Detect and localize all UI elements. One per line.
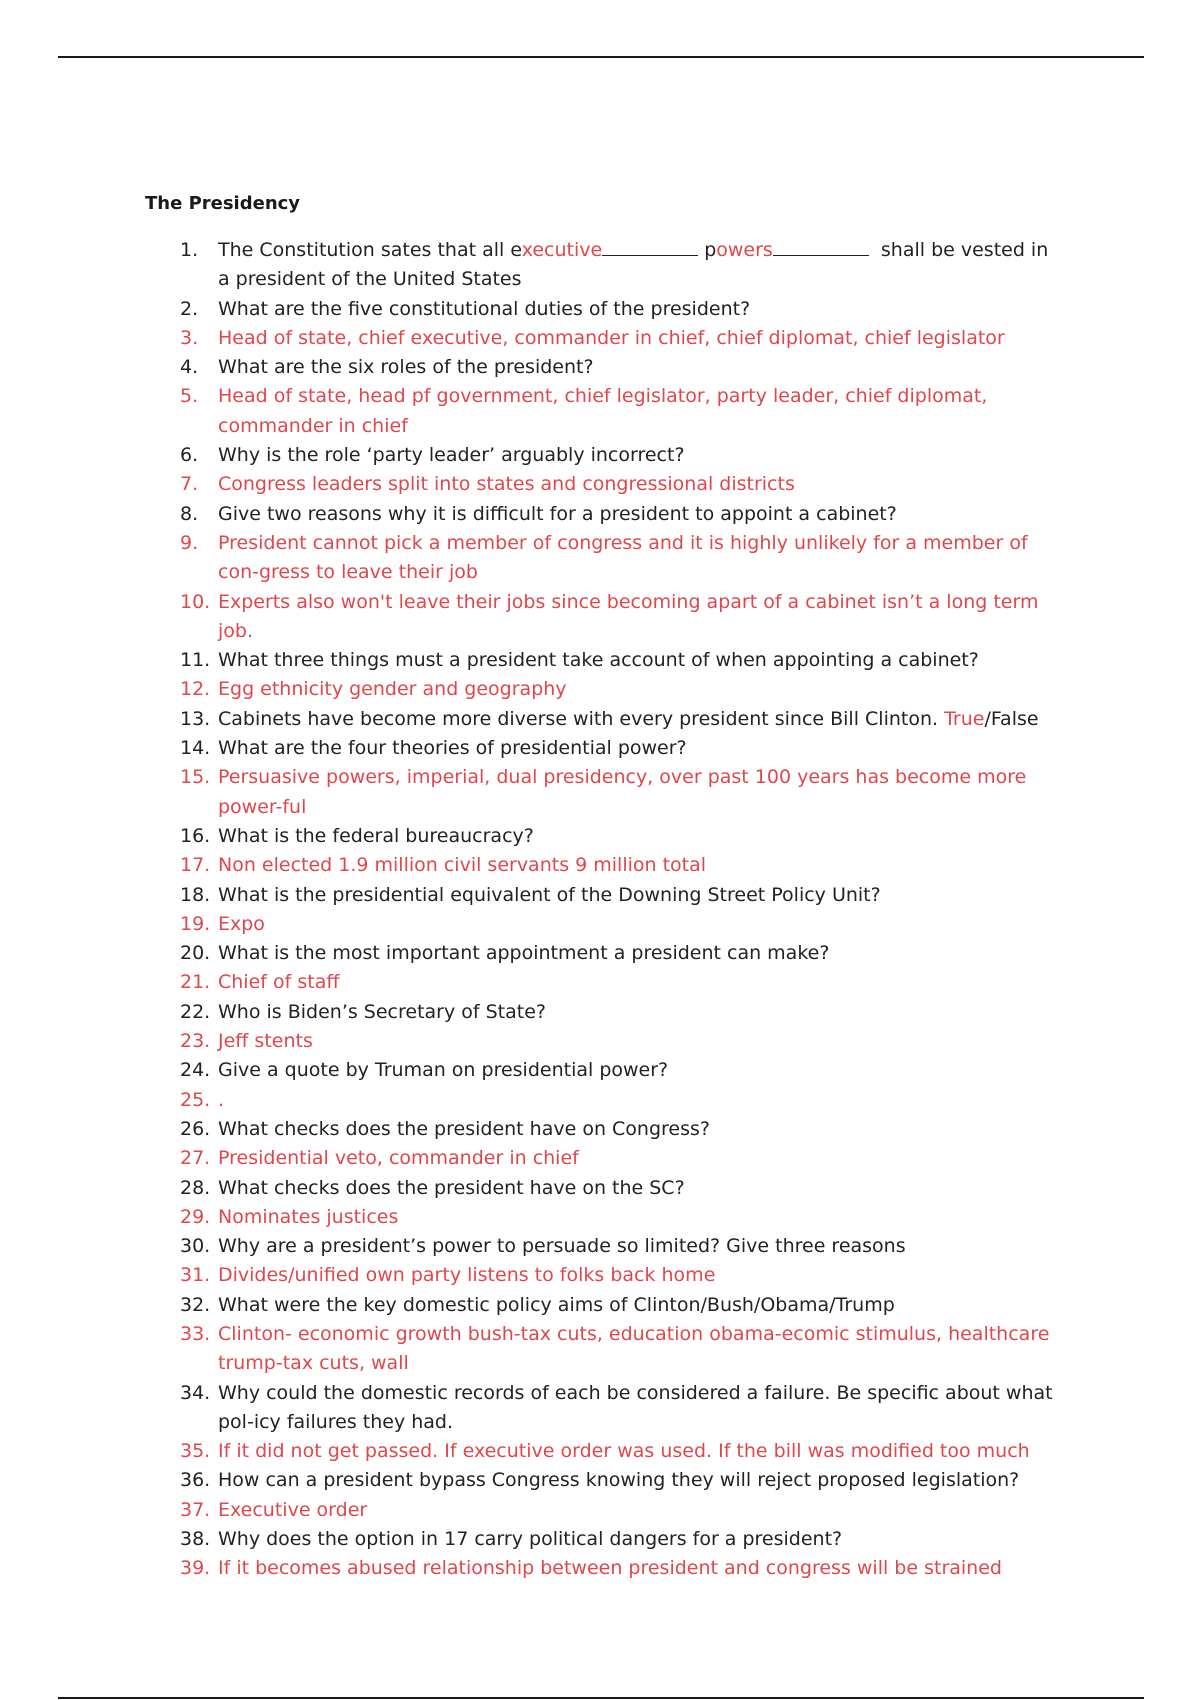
item-number: 4. xyxy=(180,356,199,379)
list-item xyxy=(180,1232,1060,1261)
answer-text: Experts also won't leave their jobs since becoming apart of a cabinet isn’t a long term job. xyxy=(218,590,1039,642)
list-item xyxy=(180,910,1060,939)
list-item xyxy=(180,1261,1060,1290)
list-item xyxy=(180,1466,1060,1495)
item-number: 35. xyxy=(180,1440,211,1463)
list-item xyxy=(180,236,1060,295)
question-text: What checks does the president have on the SC? xyxy=(218,1176,685,1199)
question-text: Why is the role ‘party leader’ arguably incorrect? xyxy=(218,444,685,467)
item-number: 10. xyxy=(180,590,211,613)
item-text: p xyxy=(704,239,717,261)
item-number: 20. xyxy=(180,942,211,965)
answer-text: Divides/unified own party listens to folks back home xyxy=(218,1264,716,1287)
item-number: 33. xyxy=(180,1322,211,1345)
item-number: 25. xyxy=(180,1088,211,1111)
item-number: 39. xyxy=(180,1557,211,1580)
question-text: What are the six roles of the president? xyxy=(218,356,594,379)
answer-text: President cannot pick a member of congress and it is highly unlikely for a member of con-gress to leave their job xyxy=(218,531,1028,584)
question-text: How can a president bypass Congress knowing they will reject proposed legislation? xyxy=(218,1469,1020,1492)
item-number: 9. xyxy=(180,531,199,554)
item-number: 16. xyxy=(180,824,211,847)
answer-text: Congress leaders split into states and congressional districts xyxy=(218,473,795,496)
item-number: 5. xyxy=(180,385,199,408)
question-text: Give a quote by Truman on presidential power? xyxy=(218,1059,669,1082)
item-number: 19. xyxy=(180,912,211,935)
question-text: What are the four theories of presidential power? xyxy=(218,737,687,760)
answer-text: . xyxy=(218,1088,225,1111)
answer-text: xecutive xyxy=(521,239,603,261)
list-item xyxy=(180,734,1060,763)
list-item xyxy=(180,1437,1060,1466)
list-item xyxy=(180,851,1060,880)
item-number: 15. xyxy=(180,766,211,789)
question-text: What is the presidential equivalent of the Downing Street Policy Unit? xyxy=(218,883,881,906)
item-number: 13. xyxy=(180,707,211,730)
item-number: 27. xyxy=(180,1147,211,1170)
question-text: What is the most important appointment a president can make? xyxy=(218,942,830,965)
list-item xyxy=(180,675,1060,704)
question-text: Give two reasons why it is difficult for a president to appoint a cabinet? xyxy=(218,502,897,525)
list-item xyxy=(180,1056,1060,1085)
question-text: Why are a president’s power to persuade so limited? Give three reasons xyxy=(218,1235,906,1258)
item-number: 34. xyxy=(180,1381,211,1404)
list-item xyxy=(180,1144,1060,1173)
question-text: Cabinets have become more diverse with every president since Bill Clinton. xyxy=(218,707,939,730)
list-item xyxy=(180,1525,1060,1554)
answer-text: If it becomes abused relationship between president and congress will be strained xyxy=(218,1557,1002,1580)
list-item xyxy=(180,1496,1060,1525)
item-number: 8. xyxy=(180,502,199,525)
item-text: shall be vested in a president of the United States xyxy=(218,239,1049,291)
question-text: What three things must a president take account of when appointing a cabinet? xyxy=(218,649,979,672)
fill-blank xyxy=(602,237,698,256)
question-text: What is the federal bureaucracy? xyxy=(218,824,534,847)
item-number: 22. xyxy=(180,1000,211,1023)
list-item xyxy=(180,382,1060,441)
item-number: 12. xyxy=(180,678,211,701)
item-number: 6. xyxy=(180,444,199,467)
item-number: 7. xyxy=(180,473,199,496)
list-item xyxy=(180,881,1060,910)
list-item xyxy=(180,998,1060,1027)
list-item xyxy=(180,968,1060,997)
list-item xyxy=(180,1203,1060,1232)
item-number: 24. xyxy=(180,1059,211,1082)
answer-text: Expo xyxy=(218,912,265,935)
item-number: 3. xyxy=(180,326,199,349)
list-item xyxy=(180,1115,1060,1144)
list-item xyxy=(180,1379,1060,1438)
list-item xyxy=(180,646,1060,675)
answer-text: Chief of staff xyxy=(218,971,340,994)
answer-text: Persuasive powers, imperial, dual presidency, over past 100 years has become more power-ful xyxy=(218,766,1027,818)
document-title: The Presidency xyxy=(145,193,301,214)
item-number: 14. xyxy=(180,737,211,760)
answer-text: Head of state, head pf government, chief legislator, party leader, chief diplomat, commander in chief xyxy=(218,385,988,437)
item-text: The Constitution sates that all e xyxy=(218,239,522,261)
answer-text: Jeff stents xyxy=(218,1030,313,1053)
list-item xyxy=(180,1086,1060,1115)
list-item xyxy=(180,470,1060,499)
item-number: 2. xyxy=(180,297,199,320)
list-item xyxy=(180,295,1060,324)
list-item xyxy=(180,1554,1060,1583)
list-item xyxy=(180,1320,1060,1379)
item-number: 23. xyxy=(180,1030,211,1053)
item-number: 26. xyxy=(180,1117,211,1140)
answer-text: owers xyxy=(716,239,773,261)
question-text: Why does the option in 17 carry political dangers for a president? xyxy=(218,1528,843,1551)
list-item xyxy=(180,763,1060,822)
item-number: 32. xyxy=(180,1293,211,1316)
item-number: 21. xyxy=(180,971,211,994)
item-number: 17. xyxy=(180,854,211,877)
list-item xyxy=(180,822,1060,851)
question-text: Who is Biden’s Secretary of State? xyxy=(218,1000,546,1023)
list-item xyxy=(180,588,1060,647)
list-item xyxy=(180,939,1060,968)
answer-text: Head of state, chief executive, commander in chief, chief diplomat, chief legislator xyxy=(218,326,1005,349)
answer-text: Non elected 1.9 million civil servants 9 million total xyxy=(218,854,707,877)
item-number: 36. xyxy=(180,1469,211,1492)
question-list xyxy=(180,236,1060,1584)
item-number: 29. xyxy=(180,1205,211,1228)
item-number: 1. xyxy=(180,239,199,261)
list-item xyxy=(180,1174,1060,1203)
item-number: 28. xyxy=(180,1176,211,1199)
answer-text: Presidential veto, commander in chief xyxy=(218,1147,579,1170)
item-number: 37. xyxy=(180,1498,211,1521)
answer-text: Nominates justices xyxy=(218,1205,399,1228)
item-number: 31. xyxy=(180,1264,211,1287)
answer-text: Egg ethnicity gender and geography xyxy=(218,678,567,701)
fill-blank xyxy=(773,237,869,256)
list-item xyxy=(180,324,1060,353)
bottom-rule xyxy=(58,1697,1144,1699)
list-item xyxy=(180,1291,1060,1320)
option-text: /False xyxy=(984,707,1039,730)
list-item xyxy=(180,1027,1060,1056)
top-rule xyxy=(58,56,1144,58)
item-number: 18. xyxy=(180,883,211,906)
item-number: 38. xyxy=(180,1528,211,1551)
item-number: 30. xyxy=(180,1235,211,1258)
answer-text: If it did not get passed. If executive order was used. If the bill was modified too much xyxy=(218,1440,1030,1463)
answer-text: Clinton- economic growth bush-tax cuts, education obama-ecomic stimulus, healthcare trump-tax cuts, wall xyxy=(218,1322,1050,1375)
question-text: Why could the domestic records of each be considered a failure. Be specific about what pol-icy failures they had. xyxy=(218,1381,1053,1433)
answer-text: Executive order xyxy=(218,1498,368,1521)
question-text: What are the five constitutional duties of the president? xyxy=(218,297,751,320)
item-number: 11. xyxy=(180,649,211,672)
answer-text: True xyxy=(944,707,985,730)
question-text: What were the key domestic policy aims of Clinton/Bush/Obama/Trump xyxy=(218,1293,895,1316)
list-item xyxy=(180,353,1060,382)
list-item xyxy=(180,529,1060,588)
question-text: What checks does the president have on Congress? xyxy=(218,1117,710,1140)
list-item xyxy=(180,500,1060,529)
list-item xyxy=(180,441,1060,470)
list-item xyxy=(180,705,1060,734)
